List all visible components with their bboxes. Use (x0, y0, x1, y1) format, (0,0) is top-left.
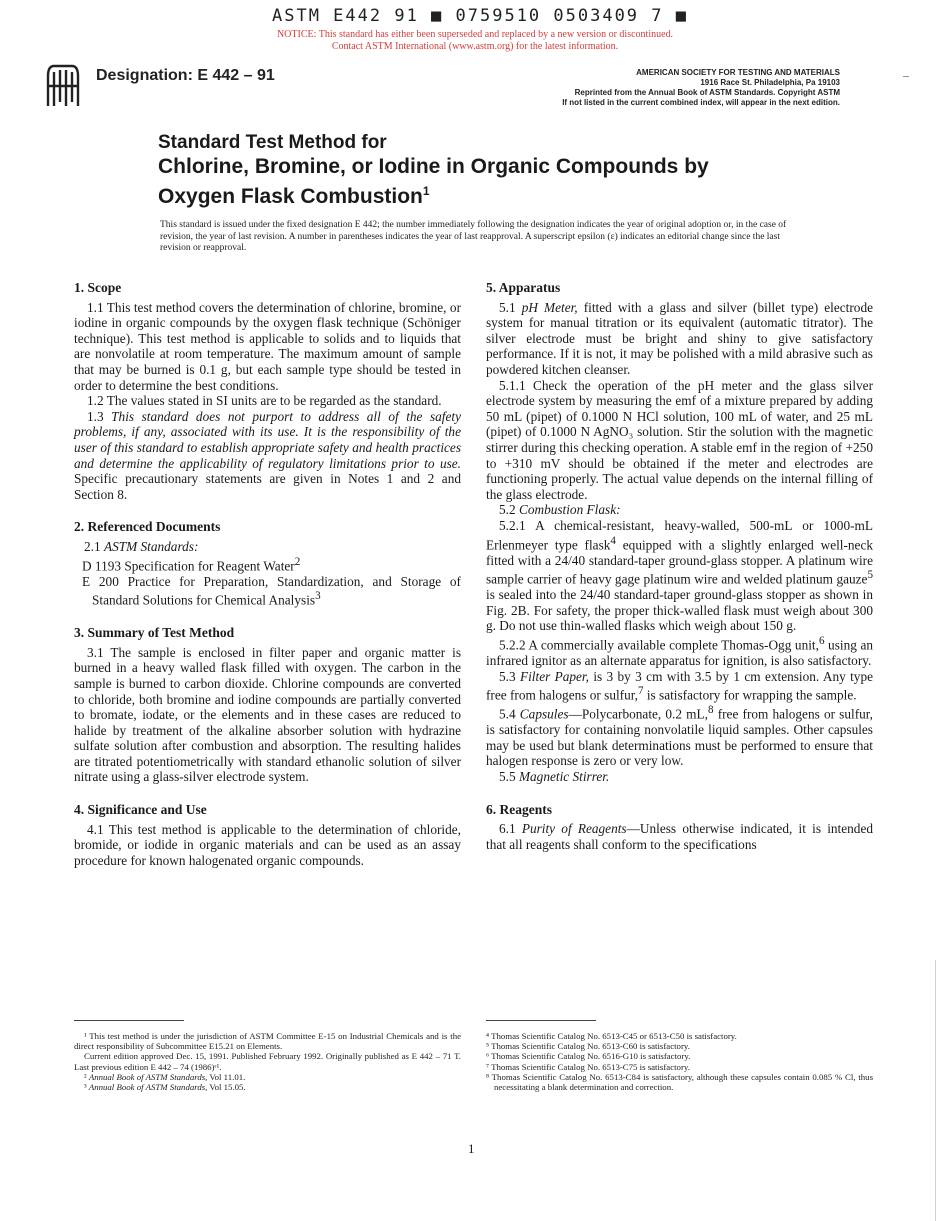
footnotes-right (486, 1031, 873, 1092)
footnote-1: ¹ This test method is under the jurisdiction of ASTM Committee E-15 on Industrial Chemicals and is the direct responsibility of Subcommittee E15.21 on Elements. (74, 1031, 461, 1052)
title-line-3: Oxygen Flask Combustion$^1$ (158, 184, 430, 208)
para-5-2-1: 5.2.1 A chemical-resistant, heavy-walled, 500-mL or 1000-mL Erlenmeyer type flask$^4$ equipped with a slightly enlarged well-neck fitted with a 24/40 standard-taper ground-glass stopper. A platinum wire sample carrier of heavy gage platinum wire and welded platinum gauze$^5$ is sealed into the 24/40 standard-taper ground-glass stopper as shown in Fig. 2B. For safety, the proper thick-walled flask must weigh about 300 g. Do not use thin-walled flasks which weigh about 150 g. (486, 517, 874, 634)
section-heading-referenced: 2. Referenced Documents (74, 519, 221, 535)
publisher-block (470, 68, 840, 108)
section-heading-reagents: 6. Reagents (486, 801, 552, 817)
footnote-8: ⁸ Thomas Scientific Catalog No. 6513-C84 is satisfactory, although these capsules contain 0.085 % Cl, thus necessitating a blank determination and correction. (486, 1071, 873, 1093)
publisher-line-4: If not listed in the current combined index, will appear in the next edition. (562, 98, 840, 107)
title-footnote-mark: 1 (422, 184, 430, 198)
left-column (74, 280, 461, 868)
footnote-rule-right (486, 1020, 596, 1021)
para-1-1: 1.1 This test method covers the determination of chlorine, bromine, or iodine in organic compounds by the oxygen flask technique (Schöniger technique). This test method is applicable to solids and to liquids that are nonvolatile at room temperature. The maximum amount of sample that may be burned is 0.1 g, but each sample type should be tested in order to determine the best conditions. (74, 299, 461, 393)
para-5-2-2: 5.2.2 A commercially available complete Thomas-Ogg unit,$^6$ using an infrared ignitor as an alternate apparatus for ignition, is also satisfactory. (486, 634, 873, 668)
title-line-2: Chlorine, Bromine, or Iodine in Organic Compounds by (158, 155, 709, 178)
section-heading-significance: 4. Significance and Use (74, 802, 207, 818)
title-line-1: Standard Test Method for (158, 132, 387, 153)
para-5-2: 5.2 Combustion Flask: (499, 502, 621, 518)
para-6-1: 6.1 Purity of Reagents—Unless otherwise indicated, it is intended that all reagents shall conform to the specifications (486, 821, 873, 852)
publisher-line-3: Reprinted from the Annual Book of ASTM Standards. Copyright ASTM (574, 88, 840, 97)
barcode-header: ASTM E442 91 ■ 0759510 0503409 7 ■ (272, 6, 688, 26)
superseded-notice (150, 29, 800, 53)
para-1-2: 1.2 The values stated in SI units are to be regarded as the standard. (87, 393, 442, 409)
right-column (486, 280, 873, 852)
designation: Designation: E 442 – 91 (96, 67, 275, 84)
page-number: 1 (468, 1141, 475, 1156)
ref-d1193: D 1193 Specification for Reagent Water$^2$ (82, 555, 301, 573)
footnote-2: ² Annual Book of ASTM Standards, Vol 11.01. (84, 1071, 246, 1082)
footnote-3: ³ Annual Book of ASTM Standards, Vol 15.05. (84, 1082, 246, 1093)
astm-logo (44, 62, 82, 110)
para-5-1: 5.1 pH Meter, fitted with a glass and silver (billet type) electrode system for manual titration or its equivalent (automatic titrator). The silver electrode must be bright and shiny to give satisfactory performance. If it is not, it may be polished with a mild abrasive such as powdered kitchen cleanser. (486, 299, 873, 377)
para-5-5: 5.5 Magnetic Stirrer. (499, 768, 610, 784)
publisher-line-1: AMERICAN SOCIETY FOR TESTING AND MATERIALS (636, 68, 840, 77)
footnote-rule-left (74, 1020, 184, 1021)
footnote-1-cont: Current edition approved Dec. 15, 1991. Published February 1992. Originally published as E 442 – 71 T. Last previous edition E 442 – 74 (1986)ᵋ¹. (74, 1051, 461, 1072)
section-heading-apparatus: 5. Apparatus (486, 280, 561, 295)
para-5-1-1: 5.1.1 Check the operation of the pH meter and the glass silver electrode system by measuring the emf of a mixture prepared by adding 50 mL (pipet) of 0.1000 N HCl solution, 100 mL of water, and 25 mL (pipet) of 0.1000 N AgNO₃ solution. Stir the solution with the magnetic stirrer during this checking operation. A stable emf in the region of +250 to +310 mV should be obtained if the meter and electrodes are functioning properly. The actual value depends on the internal filling of the glass electrode. (486, 377, 873, 502)
margin-dash: – (903, 68, 909, 82)
section-heading-summary: 3. Summary of Test Method (74, 625, 235, 641)
publisher-line-2: 1916 Race St. Philadelphia, Pa 19103 (700, 78, 840, 87)
para-5-3: 5.3 Filter Paper, is 3 by 3 cm with 3.5 by 1 cm extension. Any type free from halogens or sulfur,$^7$ is satisfactory for wrapping the sample. (486, 668, 874, 703)
footnote-6: ⁶ Thomas Scientific Catalog No. 6516-G10 is satisfactory. (486, 1051, 691, 1062)
para-2-1: 2.1 ASTM Standards: (84, 538, 199, 554)
notice-line-2: Contact ASTM International (www.astm.org) for the latest information. (331, 41, 619, 52)
ref-e200: E 200 Practice for Preparation, Standardization, and Storage of Standard Solutions for Chemical Analysis$^3$ (82, 573, 461, 608)
scan-edge (935, 960, 936, 1221)
footnote-4: ⁴ Thomas Scientific Catalog No. 6513-C45 or 6513-C50 is satisfactory. (486, 1031, 737, 1041)
para-5-4: 5.4 Capsules—Polycarbonate, 0.2 mL,$^8$ free from halogens or sulfur, is satisfactory for containing nonvolatile liquid samples. Other capsules may be used but blank determinations must be performed to ensure that halogen response is zero or very low. (486, 704, 873, 769)
issued-note: This standard is issued under the fixed designation E 442; the number immediately following the designation indicates the year of original adoption or, in the case of revision, the year of last revision. A number in parentheses indicates the year of last reapproval. A superscript epsilon (ε) indicates an editorial change since the last revision or reapproval. (160, 220, 787, 253)
document-title (158, 131, 858, 209)
section-heading-scope: 1. Scope (74, 280, 122, 295)
para-3-1: 3.1 The sample is enclosed in filter paper and organic matter is burned in a heavy walled flask filled with oxygen. The carbon in the sample is burned to carbon dioxide. Chlorine compounds are converted to chloride, both bromine and iodine compounds are partially converted to bromate, iodate, or the elements and in these cases are reduced to halide by treatment of the alkaline absorber solution with hydrazine sulfate solution after combustion and absorption. The resulting halides are titrated potentiometrically with standard ethanolic solution of silver nitrate using a glass-silver electrode system. (74, 644, 461, 785)
footnote-7: ⁷ Thomas Scientific Catalog No. 6513-C75 is satisfactory. (486, 1061, 690, 1072)
notice-line-1: NOTICE: This standard has either been superseded and replaced by a new version or discontinued. (276, 29, 674, 40)
footnote-5: ⁵ Thomas Scientific Catalog No. 6513-C60 is satisfactory. (486, 1041, 690, 1052)
para-1-3: 1.3 This standard does not purport to address all of the safety problems, if any, associated with its use. It is the responsibility of the user of this standard to establish appropriate safety and health practices and determine the applicability of regulatory limitations prior to use. Specific precautionary statements are given in Notes 1 and 2 and Section 8. (74, 408, 461, 502)
para-4-1: 4.1 This test method is applicable to the determination of chloride, bromide, or iodide in organic materials and can be used as an assay procedure for known halogenated organic compounds. (74, 821, 461, 868)
footnotes-left (74, 1031, 461, 1092)
